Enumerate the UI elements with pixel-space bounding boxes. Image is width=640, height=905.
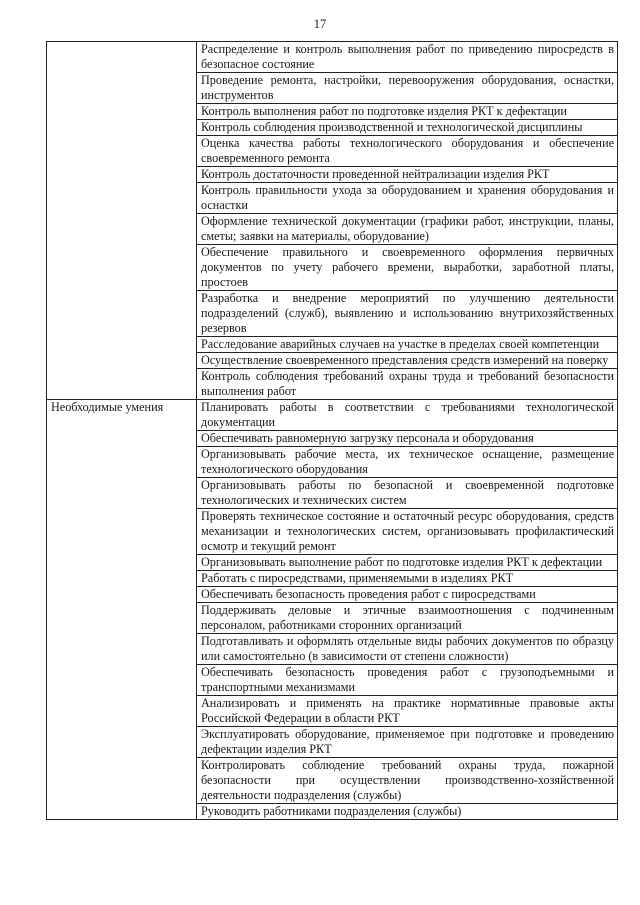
section-label-continuation — [47, 245, 197, 291]
requirement-text: Осуществление своевременного представления средств измерений на поверку — [197, 353, 618, 369]
table-row — [47, 353, 618, 369]
requirement-text: Руководить работниками подразделения (службы) — [197, 804, 618, 820]
requirement-text: Организовывать рабочие места, их техническое оснащение, размещение технологического оборудования — [197, 447, 618, 478]
section-label-continuation — [47, 353, 197, 369]
requirement-text: Оформление технической документации (графики работ, инструкции, планы, сметы; заявки на материалы, оборудование) — [197, 214, 618, 245]
section-label-continuation — [47, 665, 197, 696]
requirement-text: Контроль достаточности проведенной нейтрализации изделия РКТ — [197, 167, 618, 183]
table-row — [47, 214, 618, 245]
requirement-text: Контроль соблюдения производственной и технологической дисциплины — [197, 120, 618, 136]
page-number: 17 — [313, 17, 327, 31]
requirement-text: Контролировать соблюдение требований охраны труда, пожарной безопасности при осуществлении производственно-хозяйственной деятельности подразделения (службы) — [197, 758, 618, 804]
table-row — [47, 696, 618, 727]
table-row — [47, 400, 618, 431]
requirement-text: Обеспечивать безопасность проведения работ с грузоподъемными и транспортными механизмами — [197, 665, 618, 696]
section-label-continuation — [47, 431, 197, 447]
section-label-continuation — [47, 727, 197, 758]
table-row — [47, 167, 618, 183]
section-label-continuation — [47, 478, 197, 509]
table-row — [47, 603, 618, 634]
requirement-text: Обеспечивать безопасность проведения работ с пиросредствами — [197, 587, 618, 603]
table-body — [47, 42, 618, 820]
requirement-text: Распределение и контроль выполнения работ по приведению пиросредств в безопасное состояние — [197, 42, 618, 73]
section-label-continuation — [47, 587, 197, 603]
requirement-text: Контроль правильности ухода за оборудованием и хранения оборудования и оснастки — [197, 183, 618, 214]
table-row — [47, 183, 618, 214]
section-label-continuation — [47, 804, 197, 820]
table-row — [47, 104, 618, 120]
section-label-continuation — [47, 136, 197, 167]
table-row — [47, 42, 618, 73]
section-label-continuation — [47, 555, 197, 571]
section-label-continuation — [47, 447, 197, 478]
table-row — [47, 431, 618, 447]
section-label-continuation — [47, 104, 197, 120]
requirement-text: Организовывать выполнение работ по подготовке изделия РКТ к дефектации — [197, 555, 618, 571]
table-row — [47, 804, 618, 820]
table-row — [47, 509, 618, 555]
requirement-text: Расследование аварийных случаев на участке в пределах своей компетенции — [197, 337, 618, 353]
table-row — [47, 587, 618, 603]
section-label-continuation — [47, 214, 197, 245]
section-label-continuation — [47, 509, 197, 555]
table-row — [47, 571, 618, 587]
requirement-text: Контроль выполнения работ по подготовке изделия РКТ к дефектации — [197, 104, 618, 120]
table-row — [47, 634, 618, 665]
section-label-continuation — [47, 73, 197, 104]
requirement-text: Обеспечение правильного и своевременного оформления первичных документов по учету рабочего времени, выработки, заработной платы, простоев — [197, 245, 618, 291]
table-row — [47, 758, 618, 804]
table-row — [47, 665, 618, 696]
section-label-continuation — [47, 696, 197, 727]
table-row — [47, 447, 618, 478]
requirement-text: Планировать работы в соответствии с требованиями технологической документации — [197, 400, 618, 431]
section-label-continuation — [47, 758, 197, 804]
table-row — [47, 291, 618, 337]
table-row — [47, 369, 618, 400]
table-row — [47, 727, 618, 758]
section-label-continuation — [47, 183, 197, 214]
section-label — [47, 42, 197, 73]
table-row — [47, 337, 618, 353]
requirement-text: Контроль соблюдения требований охраны труда и требований безопасности выполнения работ — [197, 369, 618, 400]
requirement-text: Работать с пиросредствами, применяемыми в изделиях РКТ — [197, 571, 618, 587]
section-label-continuation — [47, 634, 197, 665]
section-label-continuation — [47, 369, 197, 400]
table-row — [47, 136, 618, 167]
requirement-text: Разработка и внедрение мероприятий по улучшению деятельности подразделений (служб), выявлению и использованию внутрихозяйственных резервов — [197, 291, 618, 337]
requirement-text: Поддерживать деловые и этичные взаимоотношения с подчиненным персоналом, работниками сторонних организаций — [197, 603, 618, 634]
requirement-text: Оценка качества работы технологического оборудования и обеспечение своевременного ремонта — [197, 136, 618, 167]
section-label-continuation — [47, 291, 197, 337]
table-row — [47, 73, 618, 104]
table-row — [47, 245, 618, 291]
requirement-text: Подготавливать и оформлять отдельные виды рабочих документов по образцу или самостоятельно (в зависимости от степени сложности) — [197, 634, 618, 665]
table-row — [47, 120, 618, 136]
requirement-text: Анализировать и применять на практике нормативные правовые акты Российской Федерации в области РКТ — [197, 696, 618, 727]
requirement-text: Эксплуатировать оборудование, применяемое при подготовке и проведению дефектации изделия РКТ — [197, 727, 618, 758]
section-label: Необходимые умения — [47, 400, 197, 431]
requirement-text: Обеспечивать равномерную загрузку персонала и оборудования — [197, 431, 618, 447]
section-label-continuation — [47, 120, 197, 136]
section-label-continuation — [47, 571, 197, 587]
requirement-text: Организовывать работы по безопасной и своевременной подготовке технологических и технических систем — [197, 478, 618, 509]
section-label-continuation — [47, 603, 197, 634]
table-row — [47, 478, 618, 509]
requirements-table — [46, 41, 618, 820]
table-row — [47, 555, 618, 571]
section-label-continuation — [47, 167, 197, 183]
requirement-text: Проверять техническое состояние и остаточный ресурс оборудования, средств механизации и технологических систем, организовывать профилактический осмотр и текущий ремонт — [197, 509, 618, 555]
section-label-continuation — [47, 337, 197, 353]
requirement-text: Проведение ремонта, настройки, перевооружения оборудования, оснастки, инструментов — [197, 73, 618, 104]
